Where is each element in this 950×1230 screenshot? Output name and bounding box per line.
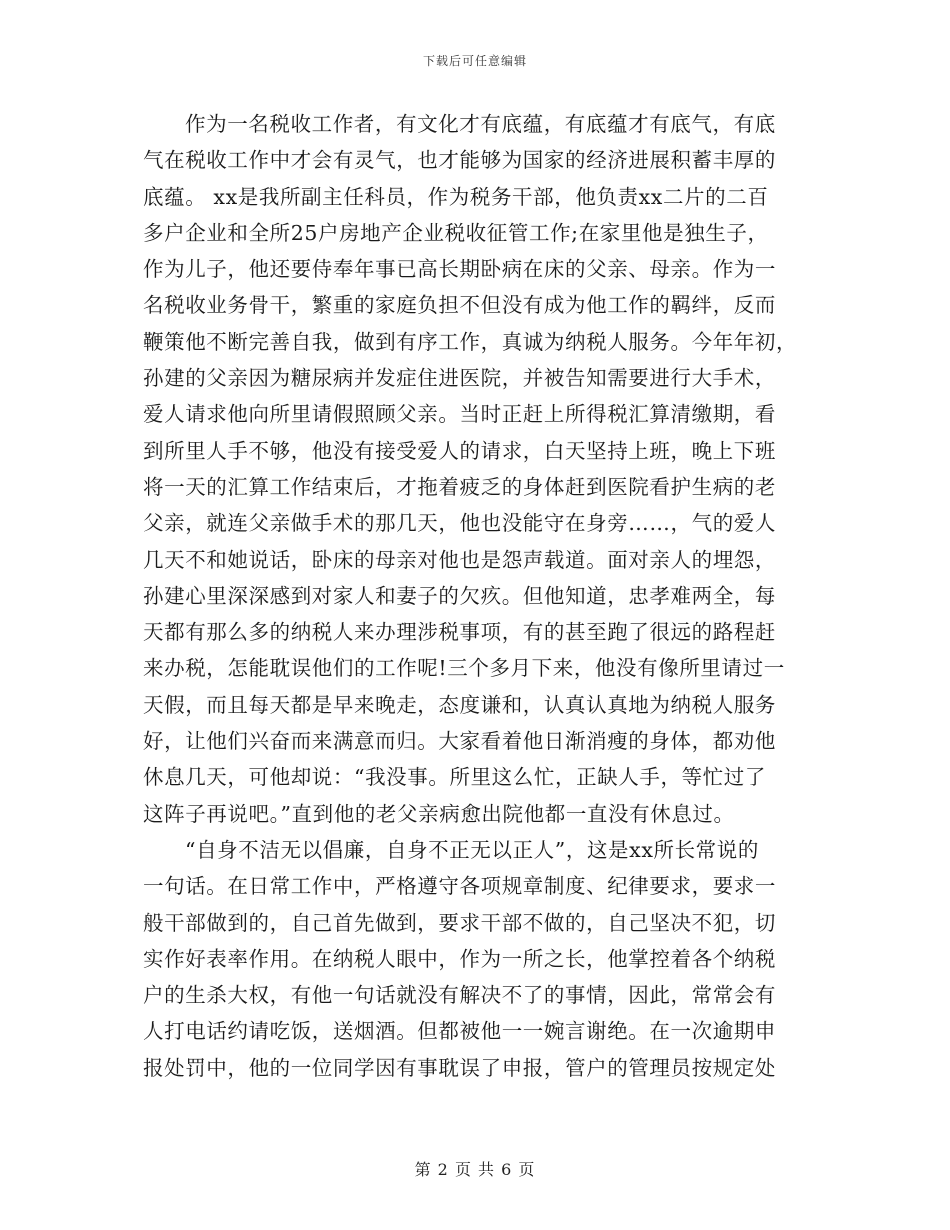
paragraph-1-line-19: 休息几天，可他却说：“我没事。所里这么忙，正缺人手，等忙过了 (143, 765, 766, 790)
paragraph-2-line-3: 般干部做到的，自己首先做到，要求干部不做的，自己坚决不犯，切 (143, 910, 776, 935)
paragraph-1-line-3: 底蕴。 xx是我所副主任科员，作为税务干部，他负责xx二片的二百 (143, 184, 769, 209)
paragraph-1-line-1: 作为一名税收工作者，有文化才有底蕴，有底蕴才有底气，有底 (185, 112, 776, 136)
paragraph-1-line-14: 孙建心里深深感到对家人和妻子的欠疚。但他知道，忠孝难两全，每 (143, 583, 776, 608)
document-body (143, 106, 803, 1086)
page-header: 下载后可任意编辑 (422, 54, 527, 68)
paragraph-1-line-12: 父亲，就连父亲做手术的那几天，他也没能守在身旁……，气的爱人 (143, 511, 776, 536)
paragraph-1-line-13: 几天不和她说话，卧床的母亲对他也是怨声载道。面对亲人的埋怨， (143, 547, 776, 572)
paragraph-1-line-11: 将一天的汇算工作结束后，才拖着疲乏的身体赶到医院看护生病的老 (143, 474, 776, 499)
paragraph-2-line-2: 一句话。在日常工作中，严格遵守各项规章制度、纪律要求，要求一 (143, 874, 776, 899)
page-number-footer: 第 2 页 共 6 页 (414, 1160, 536, 1179)
paragraph-1-line-2: 气在税收工作中才会有灵气，也才能够为国家的经济进展积蓄丰厚的 (143, 148, 776, 173)
paragraph-1-line-6: 名税收业务骨干，繁重的家庭负担不但没有成为他工作的羁绊，反而 (143, 293, 776, 318)
paragraph-2-line-5: 户的生杀大权，有他一句话就没有解决不了的事情，因此，常常会有 (143, 983, 776, 1008)
paragraph-1-line-5: 作为儿子，他还要侍奉年事已高长期卧病在床的父亲、母亲。作为一 (143, 257, 776, 282)
paragraph-1-line-20: 这阵子再说吧。”直到他的老父亲病愈出院他都一直没有休息过。 (143, 801, 735, 826)
paragraph-2-line-1: “自身不洁无以倡廉，自身不正无以正人”，这是xx所长常说的 (185, 837, 759, 862)
paragraph-1-line-4: 多户企业和全所25户房地产企业税收征管工作;在家里他是独生子， (143, 220, 769, 245)
paragraph-1-line-8: 孙建的父亲因为糖尿病并发症住进医院，并被告知需要进行大手术， (143, 366, 776, 391)
paragraph-1-line-18: 好，让他们兴奋而来满意而归。大家看着他日渐消瘦的身体，都劝他 (143, 729, 776, 754)
paragraph-1-line-16: 来办税，怎能耽误他们的工作呢!三个多月下来，他没有像所里请过一 (143, 656, 785, 681)
paragraph-2-line-4: 实作好表率作用。在纳税人眼中，作为一所之长，他掌控着各个纳税 (143, 946, 776, 971)
paragraph-2-line-7: 报处罚中，他的一位同学因有事耽误了申报，管户的管理员按规定处 (143, 1055, 776, 1080)
paragraph-2-line-6: 人打电话约请吃饭，送烟酒。但都被他一一婉言谢绝。在一次逾期申 (143, 1019, 776, 1044)
paragraph-1-line-15: 天都有那么多的纳税人来办理涉税事项，有的甚至跑了很远的路程赶 (143, 620, 776, 645)
paragraph-1-line-10: 到所里人手不够，他没有接受爱人的请求，白天坚持上班，晚上下班 (143, 438, 776, 463)
paragraph-1-line-17: 天假，而且每天都是早来晚走，态度谦和，认真认真地为纳税人服务 (143, 692, 776, 717)
paragraph-1-line-9: 爱人请求他向所里请假照顾父亲。当时正赶上所得税汇算清缴期，看 (143, 402, 776, 427)
paragraph-1-line-7: 鞭策他不断完善自我，做到有序工作，真诚为纳税人服务。今年年初， (143, 329, 798, 354)
